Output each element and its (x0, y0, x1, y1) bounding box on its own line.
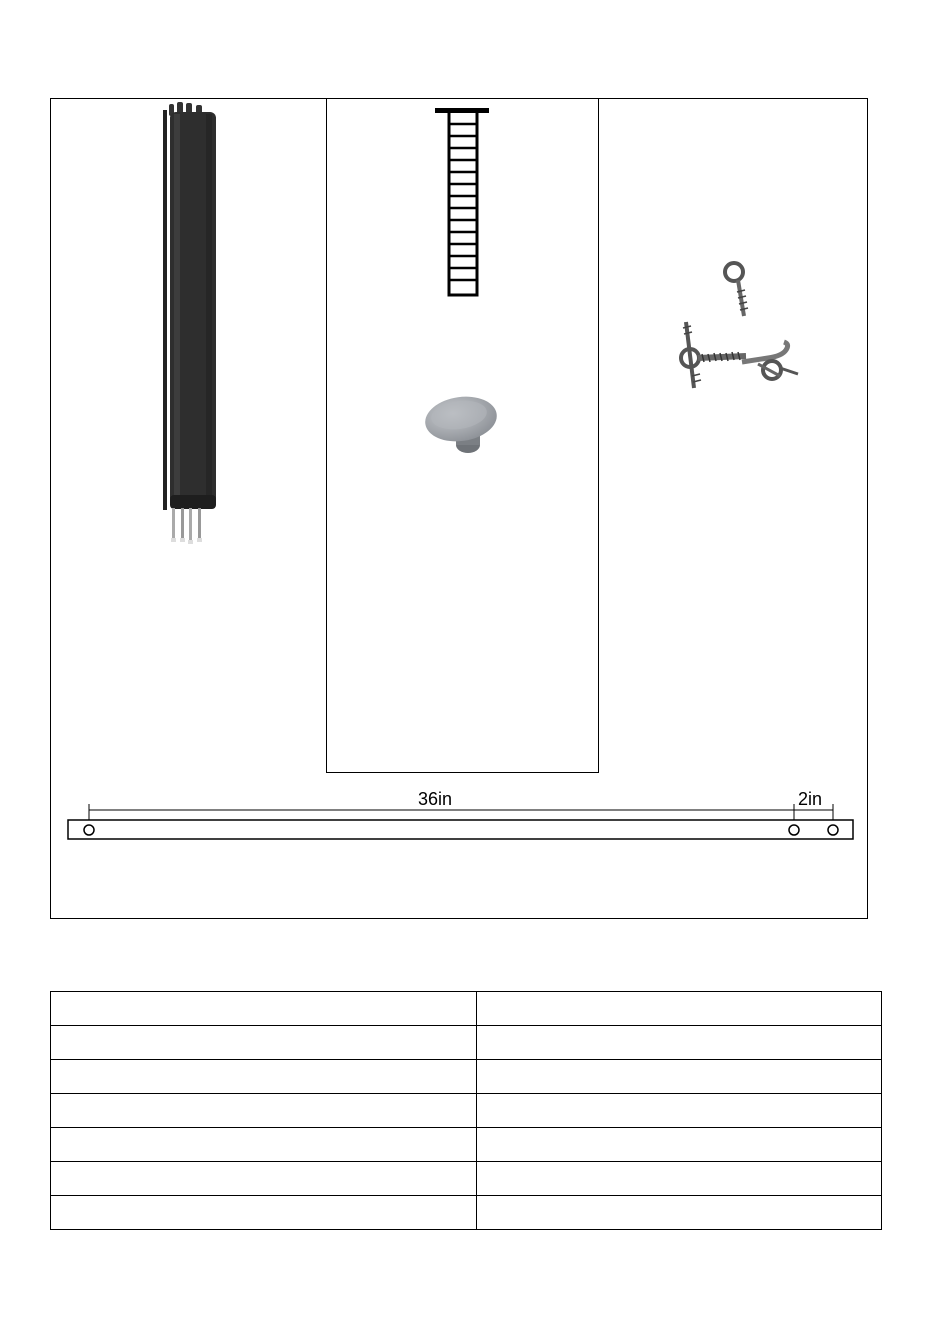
eye-screw-icon (718, 258, 758, 320)
gate-hook-latch-icon (668, 318, 808, 393)
table-cell (51, 1162, 477, 1196)
table-row (51, 1094, 882, 1128)
table-row (51, 1060, 882, 1094)
rolled-fence-panel-icon (150, 100, 230, 550)
table-cell (477, 1128, 882, 1162)
table-cell (477, 1196, 882, 1230)
table-cell (51, 1128, 477, 1162)
table-cell (51, 992, 477, 1026)
dimension-label-2in: 2in (798, 789, 823, 809)
ladder-strap-icon (433, 106, 493, 301)
dimension-label-36in: 36in (418, 789, 453, 809)
table-row (51, 1196, 882, 1230)
table-cell (477, 1094, 882, 1128)
table-cell (51, 1026, 477, 1060)
parts-table (50, 991, 882, 1230)
table-cell (477, 992, 882, 1026)
table-row (51, 992, 882, 1026)
table-row (51, 1162, 882, 1196)
pole-cap-icon (415, 385, 505, 460)
table-cell (477, 1162, 882, 1196)
drill-template-bar-icon (0, 790, 933, 850)
table-cell (477, 1026, 882, 1060)
table-row (51, 1128, 882, 1162)
table-row (51, 1026, 882, 1060)
table-cell (477, 1060, 882, 1094)
table-cell (51, 1060, 477, 1094)
table-cell (51, 1196, 477, 1230)
table-cell (51, 1094, 477, 1128)
